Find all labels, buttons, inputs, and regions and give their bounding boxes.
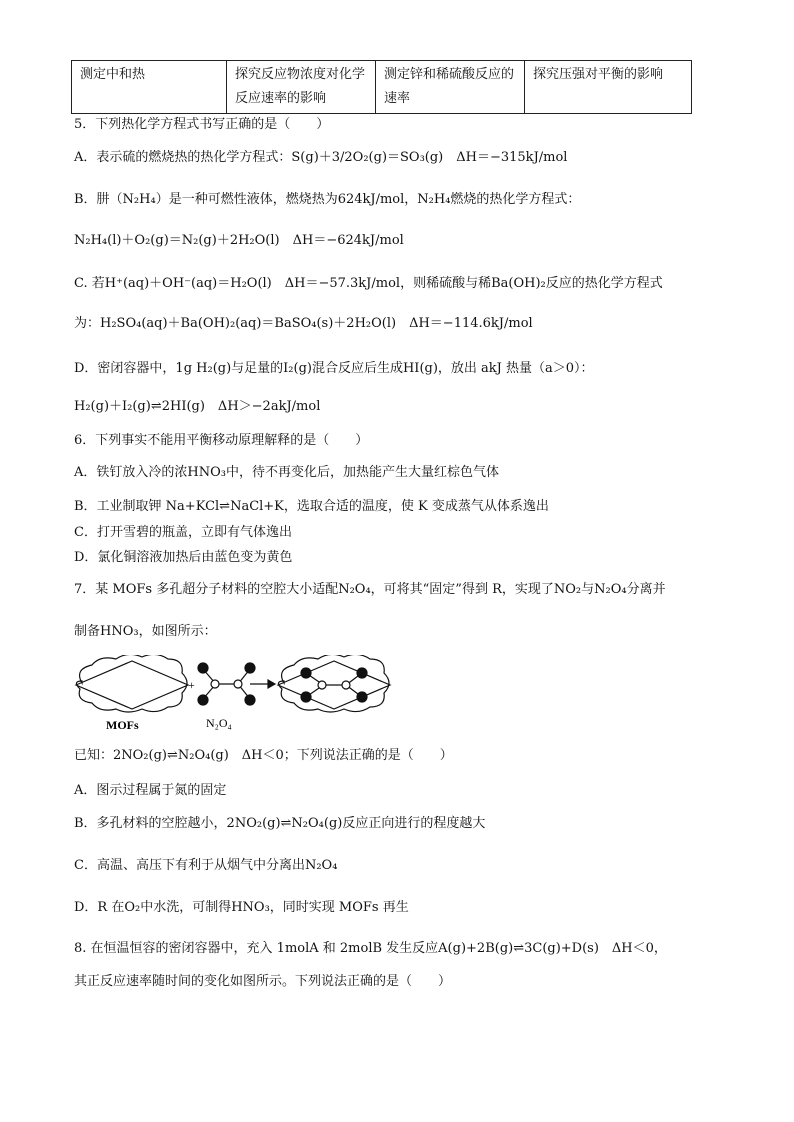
q5-option-c-line2: 为：H₂SO₄(aq)＋Ba(OH)₂(aq)＝BaSO₄(s)＋2H₂O(l) ΔH＝−114.6kJ/mol bbox=[74, 316, 533, 331]
q7-option-d: D．R 在O₂中水洗，可制得HNO₃，同时实现 MOFs 再生 bbox=[74, 900, 409, 915]
q7-stem-line1: 7．某 MOFs 多孔超分子材料的空腔大小适配N₂O₄，可将其“固定”得到 R，实现了NO₂与N₂O₄分离并 bbox=[74, 582, 666, 597]
q7-stem-line2: 制备HNO₃，如图所示： bbox=[74, 624, 217, 639]
table-cell: 探究反应物浓度对化学反应速率的影响 bbox=[227, 61, 376, 114]
q6-option-a: A．铁钉放入冷的浓HNO₃中，待不再变化后，加热能产生大量红棕色气体 bbox=[74, 465, 499, 480]
table-cell: 测定锌和稀硫酸反应的速率 bbox=[376, 61, 525, 114]
mofs-figure bbox=[70, 655, 410, 735]
plus-sign: + bbox=[188, 678, 195, 692]
q5-stem: 5．下列热化学方程式书写正确的是（ ） bbox=[74, 117, 330, 132]
q8-stem-line1: 8. 在恒温恒容的密闭容器中，充入 1molA 和 2molB 发生反应A(g)+2B(g)⇌3C(g)+D(s) ΔH＜0， bbox=[74, 941, 667, 956]
q5-option-c-line1: C. 若H⁺(aq)＋OH⁻(aq)＝H₂O(l) ΔH＝−57.3kJ/mol，则稀硫酸与稀Ba(OH)₂反应的热化学方程式 bbox=[74, 276, 663, 291]
q7-option-c: C．高温、高压下有利于从烟气中分离出N₂O₄ bbox=[74, 858, 338, 873]
r-complex-icon bbox=[278, 655, 390, 712]
q7-option-a: A．图示过程属于氮的固定 bbox=[74, 783, 227, 798]
q5-option-b-line2: N₂H₄(l)＋O₂(g)＝N₂(g)＋2H₂O(l) ΔH＝−624kJ/mol bbox=[74, 233, 404, 248]
q6-option-c: C．打开雪碧的瓶盖，立即有气体逸出 bbox=[74, 525, 292, 540]
reaction-arrow-icon bbox=[250, 680, 275, 688]
q5-option-b-line1: B．肼（N₂H₄）是一种可燃性液体，燃烧热为624kJ/mol，N₂H₄燃烧的热化学方程式： bbox=[74, 192, 581, 207]
q7-known: 已知：2NO₂(g)⇌N₂O₄(g) ΔH＜0；下列说法正确的是（ ） bbox=[74, 748, 453, 763]
q8-stem-line2: 其正反应速率随时间的变化如图所示。下列说法正确的是（ ） bbox=[74, 974, 452, 989]
q5-option-d-line2: H₂(g)＋I₂(g)⇌2HI(g) ΔH＞−2akJ/mol bbox=[74, 399, 321, 414]
q6-option-b: B．工业制取钾 Na+KCl⇌NaCl+K，选取合适的温度，使 K 变成蒸气从体系逸出 bbox=[74, 499, 549, 514]
mofs-label: MOFs bbox=[106, 718, 139, 732]
n2o4-molecule-icon bbox=[198, 663, 255, 705]
n2o4-label: N₂O₄ bbox=[206, 716, 232, 730]
q7-option-b: B．多孔材料的空腔越小，2NO₂(g)⇌N₂O₄(g)反应正向进行的程度越大 bbox=[74, 816, 486, 831]
q6-option-d: D．氯化铜溶液加热后由蓝色变为黄色 bbox=[74, 550, 293, 565]
q5-option-d-line1: D．密闭容器中，1g H₂(g)与足量的I₂(g)混合反应后生成HI(g)，放出 akJ 热量（a＞0）： bbox=[74, 361, 594, 376]
q6-stem: 6．下列事实不能用平衡移动原理解释的是（ ） bbox=[74, 433, 369, 448]
experiment-table bbox=[71, 60, 692, 114]
q5-option-a: A．表示硫的燃烧热的热化学方程式：S(g)＋3/2O₂(g)＝SO₃(g) ΔH＝−315kJ/mol bbox=[74, 150, 568, 165]
mofs-cloud-icon bbox=[76, 655, 188, 712]
table-cell: 测定中和热 bbox=[72, 61, 227, 114]
table-cell: 探究压强对平衡的影响 bbox=[525, 61, 692, 114]
